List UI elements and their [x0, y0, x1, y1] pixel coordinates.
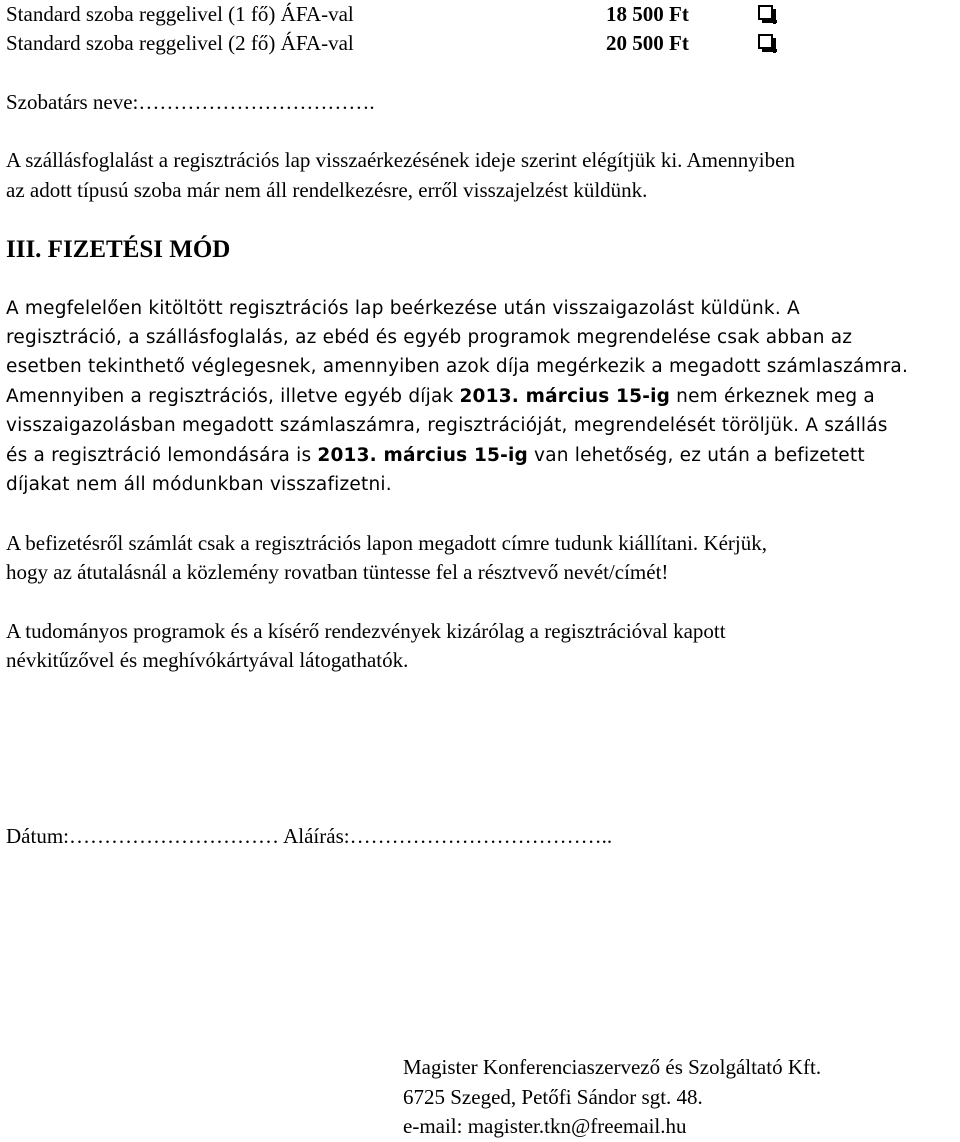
- payment-deadline: 2013. március 15-ig: [459, 386, 671, 407]
- payment-line-4: [6, 382, 875, 411]
- payment-text: nem érkeznek meg a: [670, 386, 875, 407]
- payment-line-1: A megfelelően kitöltött regisztrációs lap beérkezése után visszaigazolást küldünk. A: [6, 298, 800, 319]
- signature-row: [6, 822, 612, 851]
- roommate-field[interactable]: Szobatárs neve:…………………………….: [6, 90, 375, 114]
- payment-line-3: esetben tekinthető véglegesnek, amennyiben azok díja megérkezik a megadott számlaszámra.: [6, 356, 909, 377]
- company-email: e-mail: magister.tkn@freemail.hu: [403, 1114, 687, 1138]
- room-option-label: Standard szoba reggelivel (2 fő) ÁFA-val: [6, 31, 354, 55]
- room-option-label: Standard szoba reggelivel (1 fő) ÁFA-val: [6, 2, 354, 26]
- signature-field[interactable]: Aláírás:………………………………..: [283, 824, 613, 848]
- booking-note-line-2: az adott típusú szoba már nem áll rendelkezésre, erről visszajelzést küldünk.: [6, 178, 648, 202]
- payment-text: Amennyiben a regisztrációs, illetve egyéb díjak: [6, 386, 460, 407]
- programs-note-line-1: A tudományos programok és a kísérő rendezvények kizárólag a regisztrációval kapott: [6, 619, 726, 643]
- section-title: III. FIZETÉSI MÓD: [6, 236, 231, 263]
- room-option-checkbox[interactable]: [758, 5, 773, 20]
- room-option-checkbox[interactable]: [758, 34, 773, 49]
- room-option-price: 20 500 Ft: [606, 31, 689, 55]
- payment-deadline: 2013. március 15-ig: [317, 445, 528, 466]
- payment-line-6: [6, 441, 865, 470]
- room-option-price: 18 500 Ft: [606, 2, 689, 26]
- company-name: Magister Konferenciaszervező és Szolgáltató Kft.: [403, 1055, 822, 1079]
- payment-line-2: regisztráció, a szállásfoglalás, az ebéd és egyéb programok megrendelése csak abban az: [6, 327, 853, 348]
- booking-note-line-1: A szállásfoglalást a regisztrációs lap visszaérkezésének ideje szerint elégítjük ki. Amennyiben: [6, 148, 795, 172]
- programs-note-line-2: névkitűzővel és meghívókártyával látogathatók.: [6, 648, 409, 672]
- payment-line-7: díjakat nem áll módunkban visszafizetni.: [6, 474, 392, 495]
- room-option-single: [6, 0, 766, 29]
- payment-text: van lehetőség, ez után a befizetett: [527, 445, 865, 466]
- date-field[interactable]: Dátum:…………………………: [6, 824, 284, 848]
- invoice-note-line-2: hogy az átutalásnál a közlemény rovatban tüntesse fel a résztvevő nevét/címét!: [6, 560, 669, 584]
- invoice-note-line-1: A befizetésről számlát csak a regisztrációs lapon megadott címre tudunk kiállítani. Kérjük,: [6, 531, 767, 555]
- payment-line-5: visszaigazolásban megadott számlaszámra, regisztrációját, megrendelését töröljük. A szállás: [6, 415, 888, 436]
- company-address: 6725 Szeged, Petőfi Sándor sgt. 48.: [403, 1085, 703, 1109]
- room-option-double: [6, 29, 766, 58]
- payment-text: és a regisztráció lemondására is: [6, 445, 318, 466]
